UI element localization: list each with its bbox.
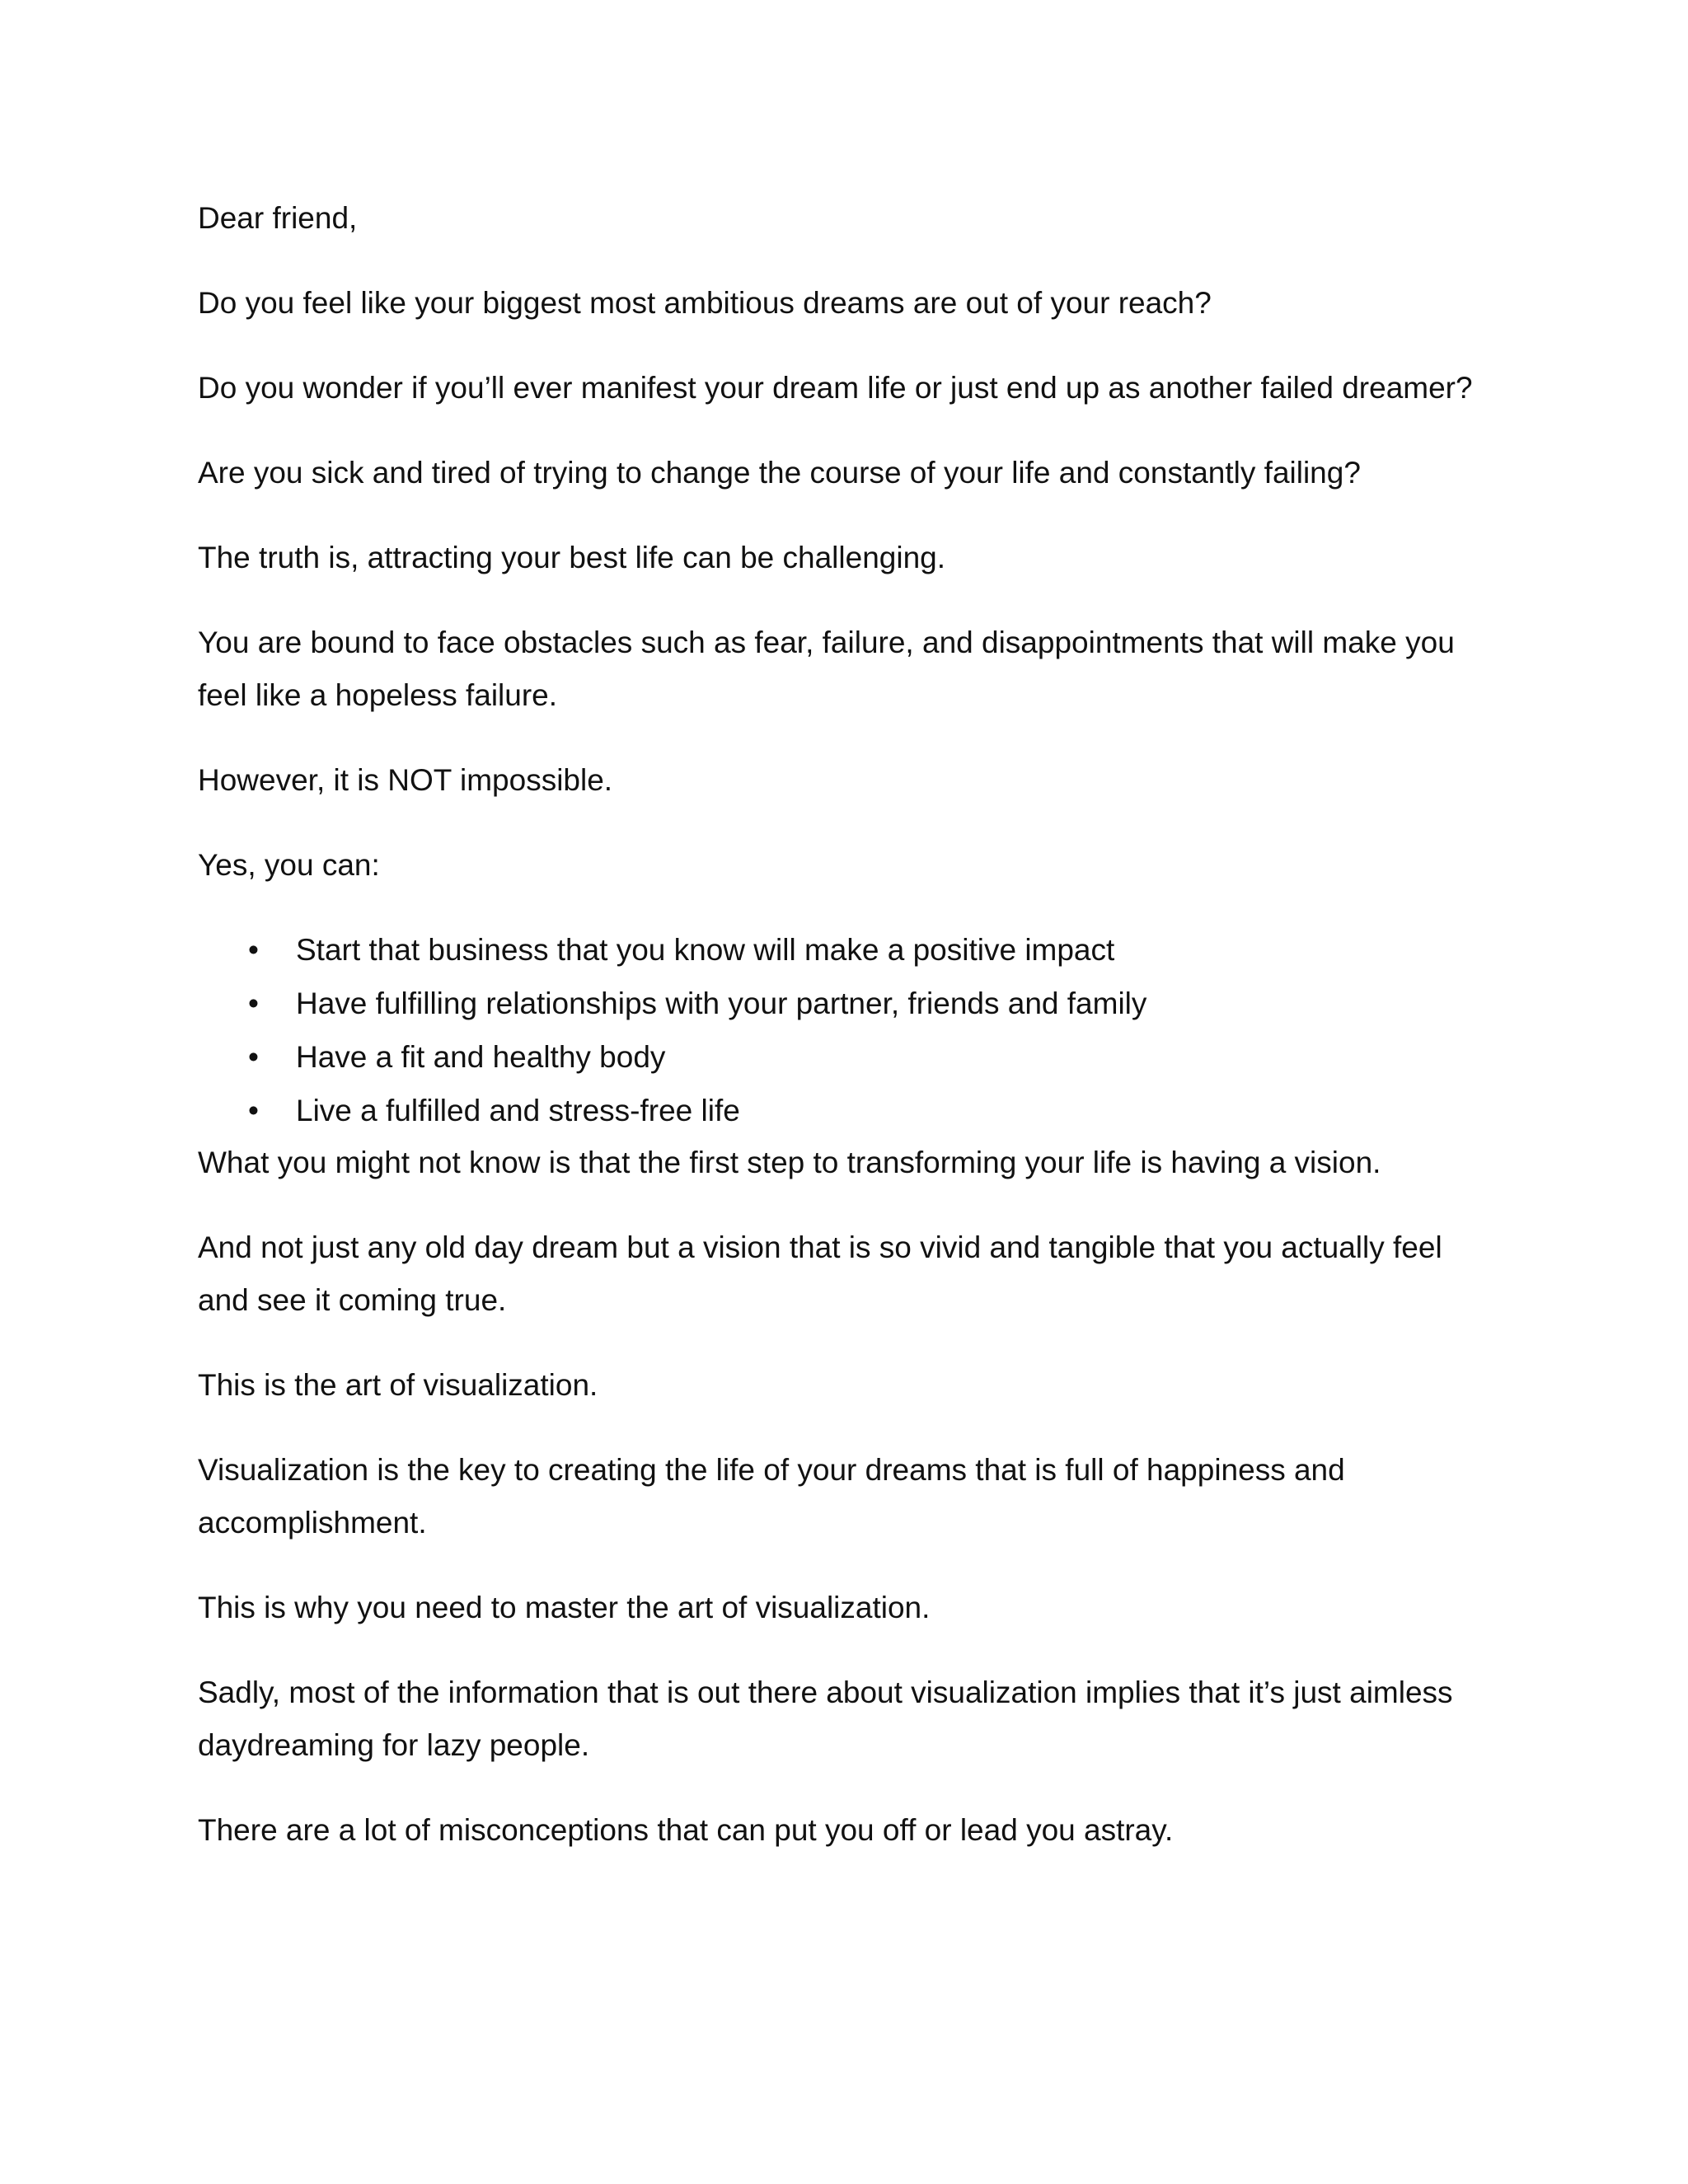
list-item-text: Live a fulfilled and stress-free life	[296, 1094, 740, 1127]
paragraph: However, it is NOT impossible.	[198, 763, 613, 797]
list-item	[198, 1085, 1500, 1137]
list-item	[198, 977, 1500, 1030]
greeting: Dear friend,	[198, 201, 358, 235]
paragraph: Visualization is the key to creating the life of your dreams that is full of happiness and accomplishment.	[198, 1453, 1345, 1540]
paragraph: Do you wonder if you’ll ever manifest your dream life or just end up as another failed dreamer?	[198, 371, 1473, 405]
paragraph: There are a lot of misconceptions that can put you off or lead you astray.	[198, 1813, 1174, 1847]
paragraph: You are bound to face obstacles such as fear, failure, and disappointments that will make you feel like a hopeless failure.	[198, 626, 1455, 712]
bullet-icon: •	[248, 1040, 259, 1074]
paragraph: The truth is, attracting your best life can be challenging.	[198, 541, 946, 574]
list-item-text: Start that business that you know will make a positive impact	[296, 933, 1115, 967]
paragraph: Sadly, most of the information that is out there about visualization implies that it’s just aimless daydreaming for lazy people.	[198, 1675, 1453, 1762]
list-item-text: Have a fit and healthy body	[296, 1040, 666, 1074]
bullet-icon: •	[248, 987, 259, 1020]
bullet-icon: •	[248, 1094, 259, 1127]
paragraph: This is why you need to master the art of visualization.	[198, 1591, 931, 1624]
letter-body	[198, 192, 1500, 1889]
list-item	[198, 1031, 1500, 1084]
paragraph: And not just any old day dream but a vision that is so vivid and tangible that you actually feel and see it coming true.	[198, 1230, 1442, 1317]
bullet-icon: •	[248, 933, 259, 967]
paragraph: Yes, you can:	[198, 848, 380, 882]
list-item	[198, 924, 1500, 977]
paragraph: Are you sick and tired of trying to change the course of your life and constantly failing?	[198, 456, 1361, 490]
paragraph: This is the art of visualization.	[198, 1368, 598, 1402]
list-item-text: Have fulfilling relationships with your partner, friends and family	[296, 987, 1147, 1020]
paragraph: What you might not know is that the first step to transforming your life is having a vision.	[198, 1146, 1381, 1179]
paragraph: Do you feel like your biggest most ambitious dreams are out of your reach?	[198, 286, 1212, 320]
bullet-list	[198, 924, 1500, 1137]
